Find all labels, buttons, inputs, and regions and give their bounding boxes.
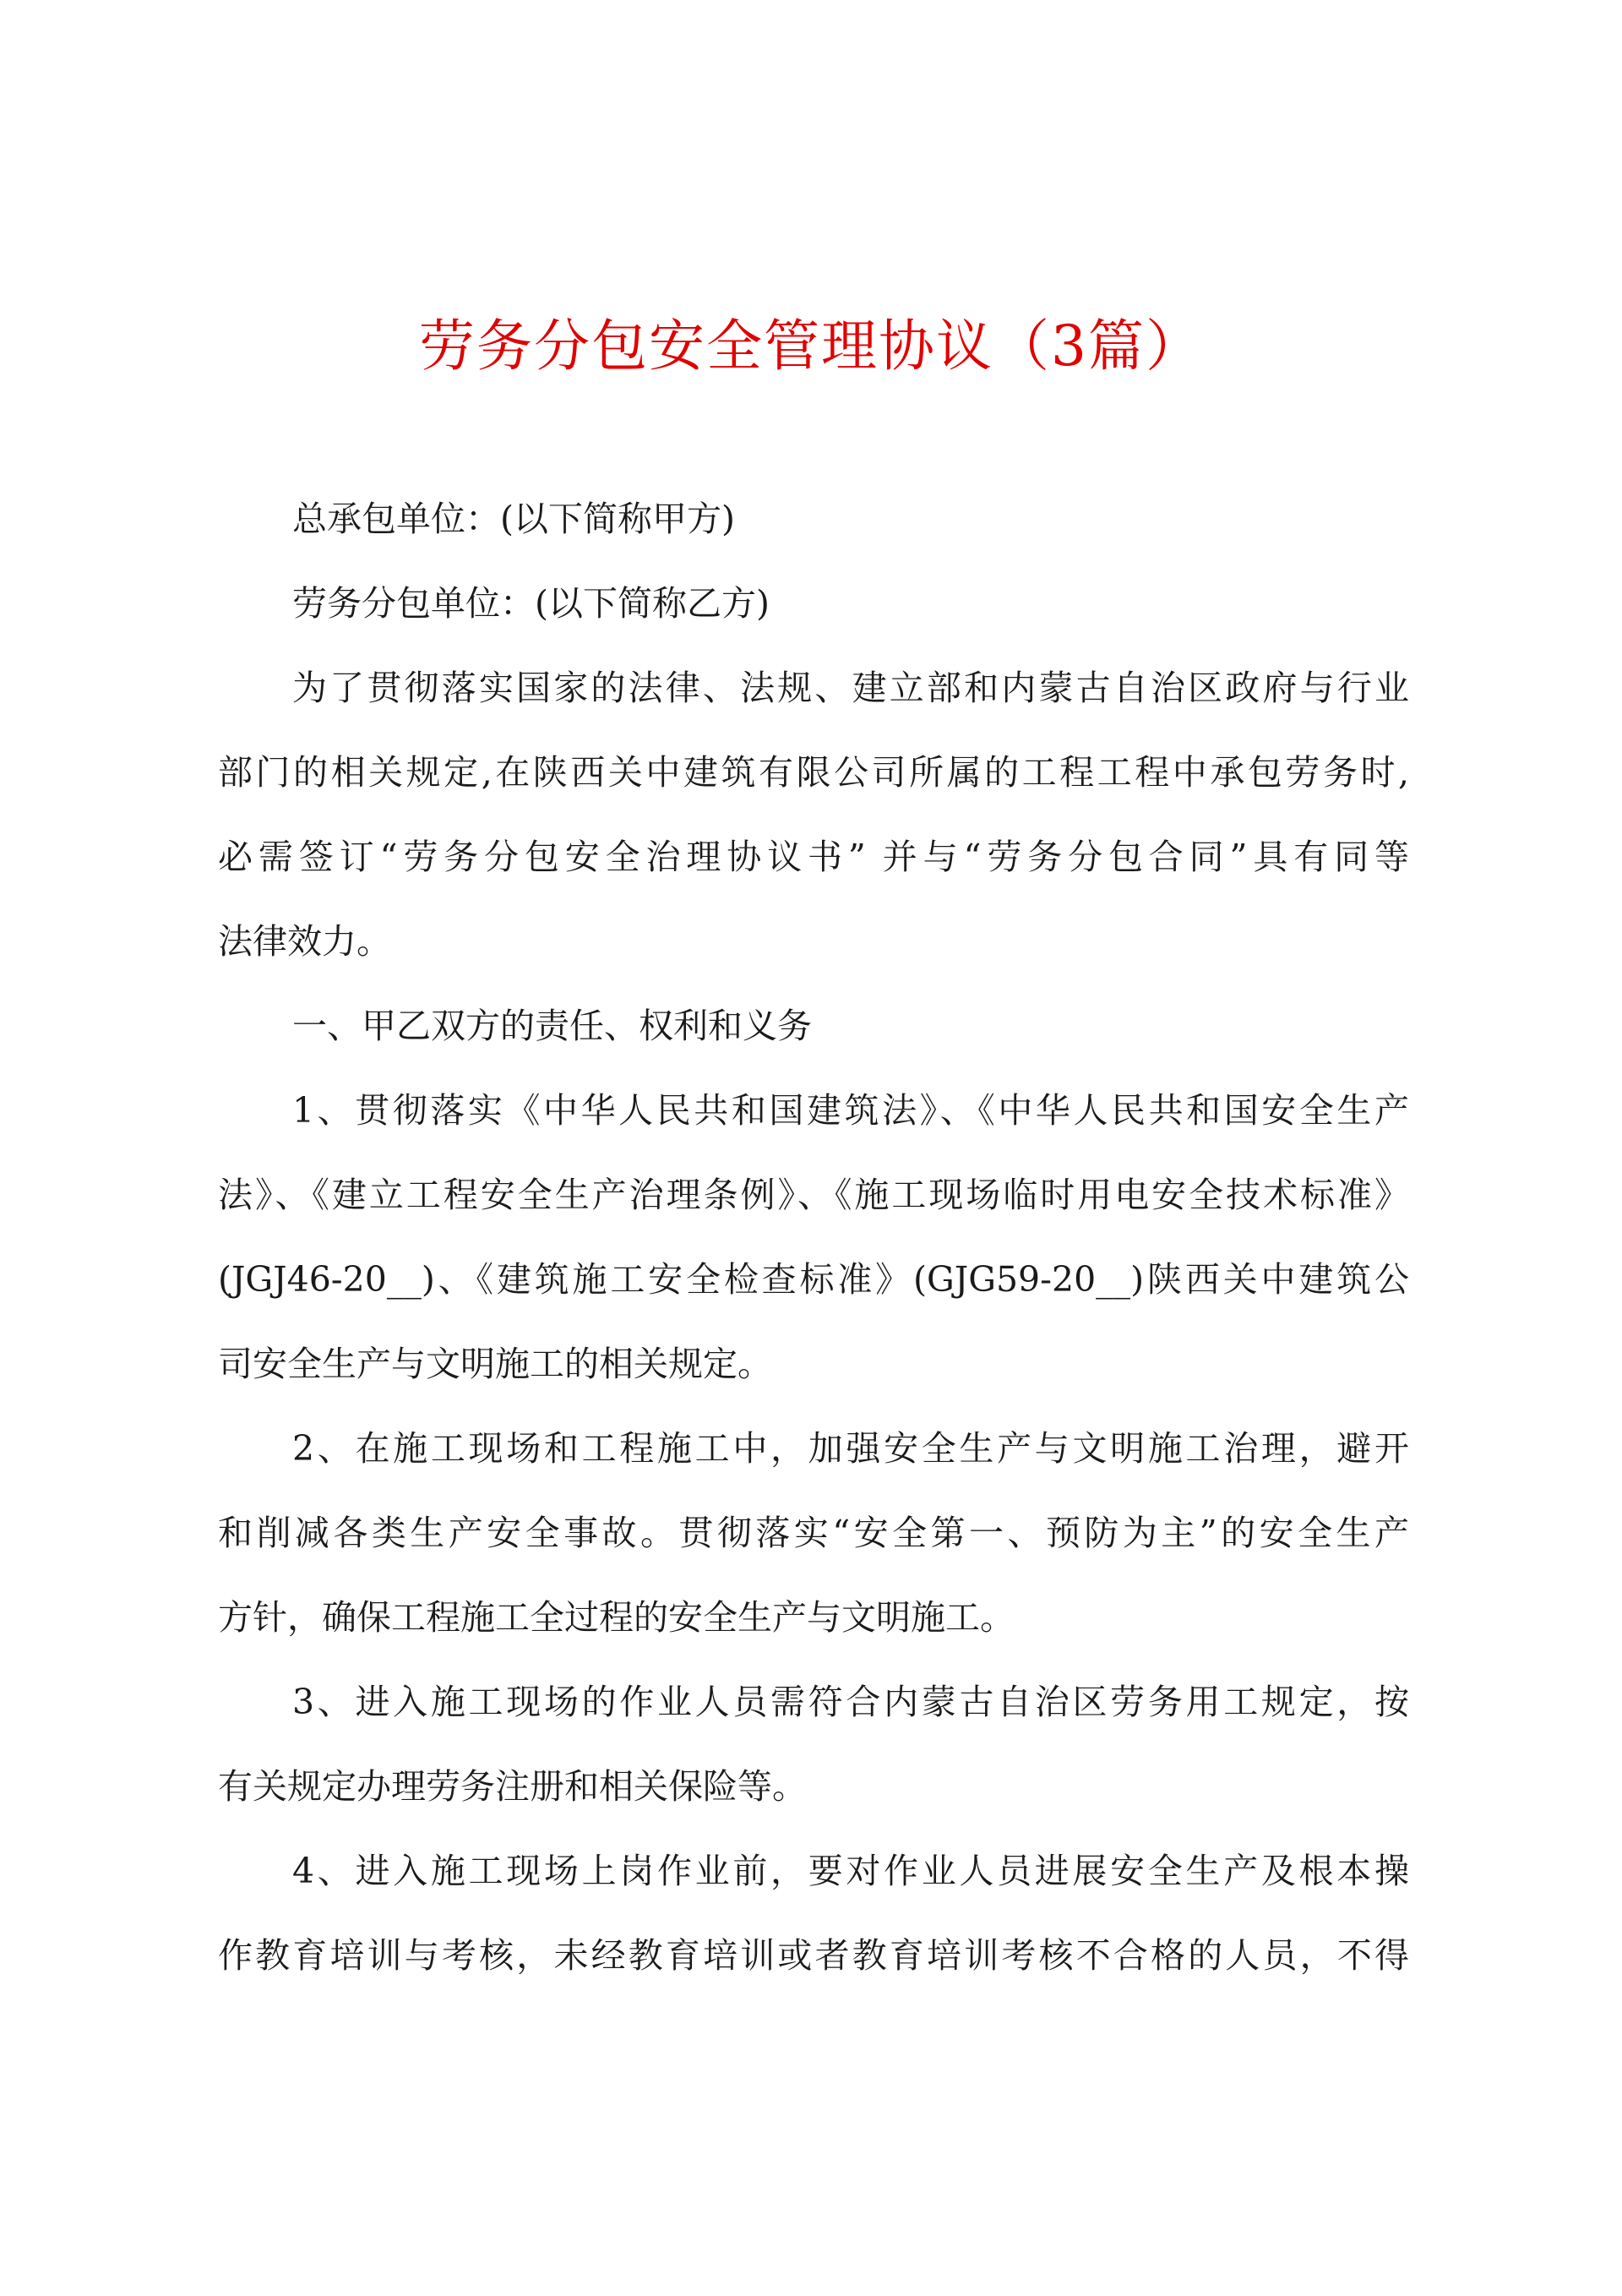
document-title: 劳务分包安全管理协议（3篇） bbox=[419, 314, 1203, 379]
paragraph-line: (JGJ46-20__)、《建筑施工安全检查标准》(GJG59-20__)陕西关中建筑公 bbox=[218, 1259, 1409, 1300]
paragraph-line: 司安全生产与文明施工的相关规定。 bbox=[218, 1344, 772, 1384]
paragraph-line: 3、进入施工现场的作业人员需符合内蒙古自治区劳务用工规定，按 bbox=[292, 1682, 1409, 1722]
party-a-line: 总承包单位：(以下简称甲方) bbox=[292, 499, 735, 539]
section-heading: 一、甲乙双方的责任、权利和义务 bbox=[292, 1006, 812, 1046]
paragraph-line: 1、贯彻落实《中华人民共和国建筑法》、《中华人民共和国安全生产 bbox=[292, 1090, 1409, 1131]
document-body bbox=[218, 477, 1409, 1998]
paragraph-line: 4、进入施工现场上岗作业前，要对作业人员进展安全生产及根本操 bbox=[292, 1851, 1409, 1891]
paragraph-line: 作教育培训与考核，未经教育培训或者教育培训考核不合格的人员，不得 bbox=[218, 1935, 1409, 1976]
paragraph-line: 方针，确保工程施工全过程的安全生产与文明施工。 bbox=[218, 1597, 1015, 1638]
paragraph-line: 有关规定办理劳务注册和相关保险等。 bbox=[218, 1766, 807, 1807]
paragraph-line: 为了贯彻落实国家的法律、法规、建立部和内蒙古自治区政府与行业 bbox=[292, 668, 1409, 708]
paragraph-line: 法律效力。 bbox=[218, 921, 391, 962]
paragraph-line: 部门的相关规定,在陕西关中建筑有限公司所属的工程工程中承包劳务时, bbox=[218, 752, 1409, 793]
paragraph-line: 法》、《建立工程安全生产治理条例》、《施工现场临时用电安全技术标准》 bbox=[218, 1175, 1409, 1215]
paragraph-line: 和削减各类生产安全事故。贯彻落实“安全第一、预防为主”的安全生产 bbox=[218, 1513, 1409, 1553]
paragraph-line: 必需签订“劳务分包安全治理协议书” 并与“劳务分包合同”具有同等 bbox=[218, 837, 1409, 877]
party-b-line: 劳务分包单位：(以下简称乙方) bbox=[292, 583, 770, 624]
paragraph-line: 2、在施工现场和工程施工中，加强安全生产与文明施工治理，避开 bbox=[292, 1428, 1409, 1469]
